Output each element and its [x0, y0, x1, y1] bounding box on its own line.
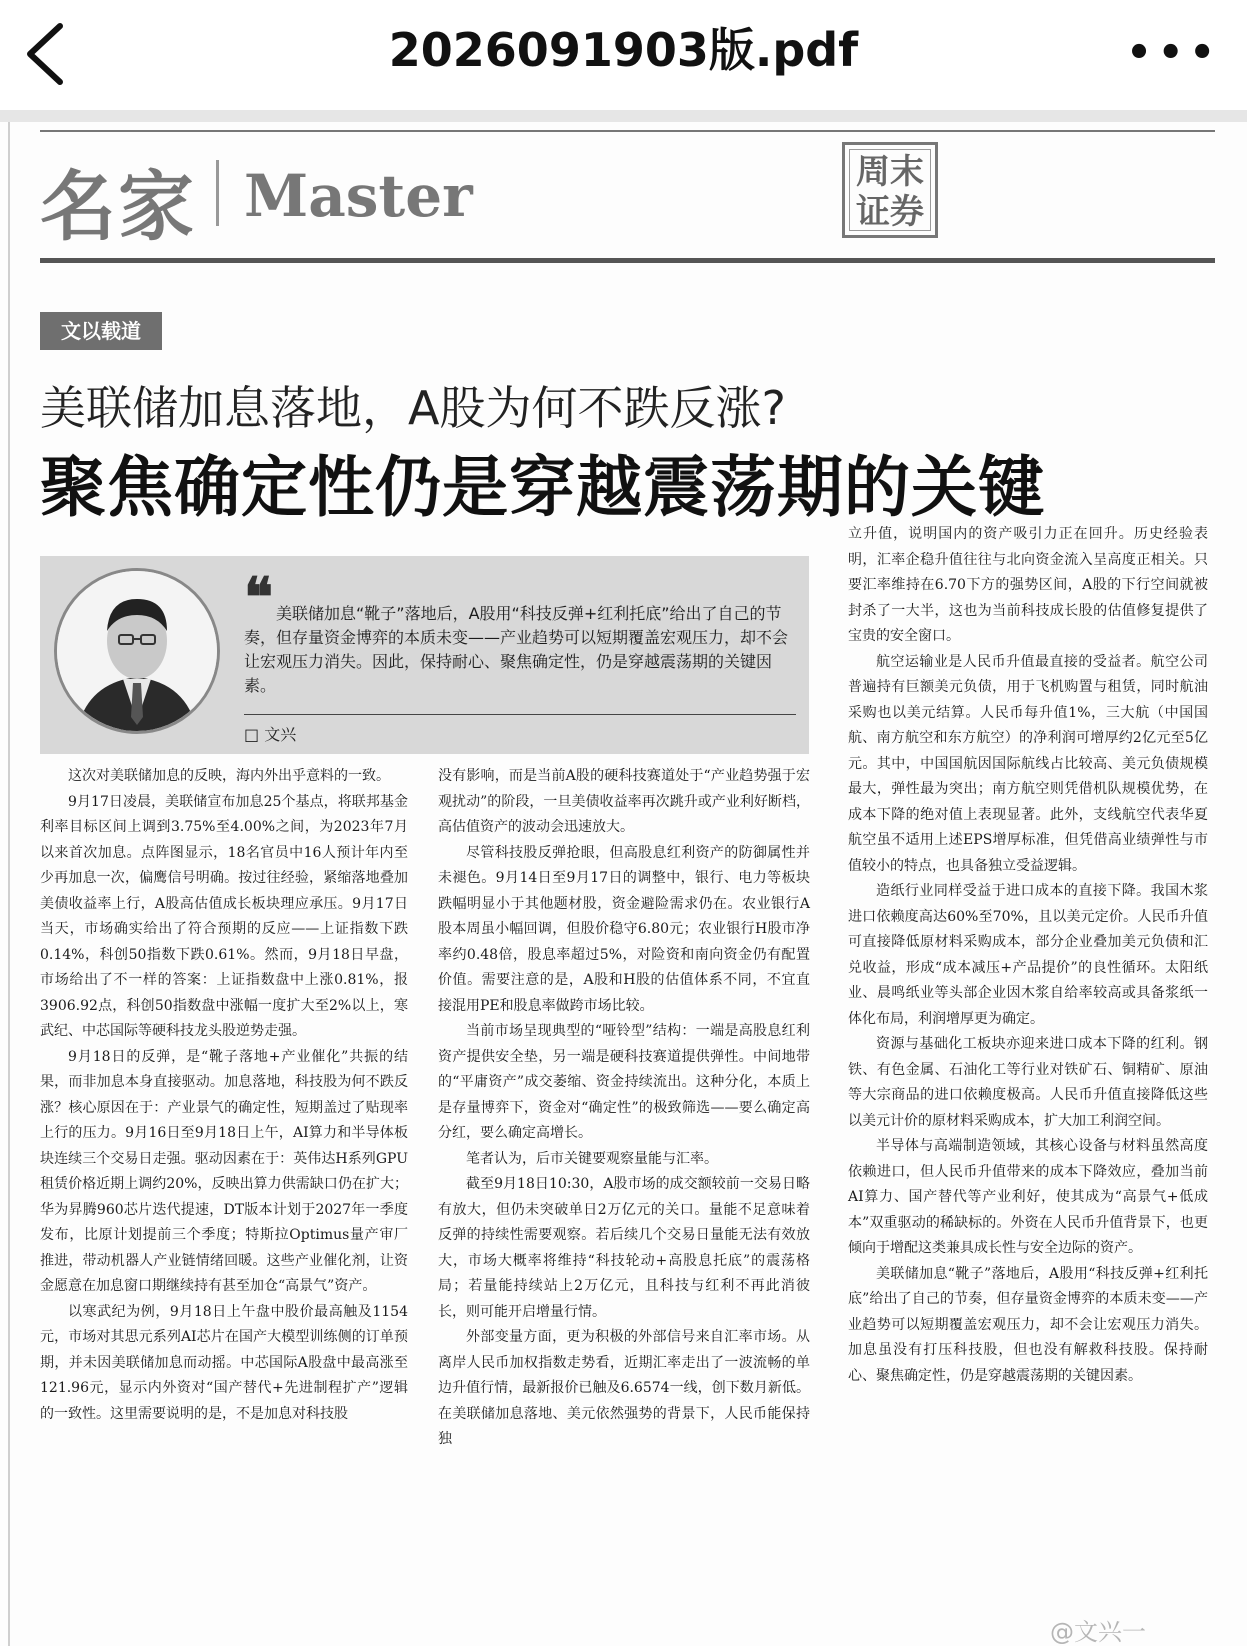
article-column-1: [40, 764, 408, 1427]
paragraph: 截至9月18日10:30，A股市场的成交额较前一交易日略有放大，但仍未突破单日2万亿元的关口。量能不足意味着反弹的持续性需要观察。若后续几个交易日量能无法有效放大，市场大概率将维持“科技轮动+高股息托底”的震荡格局；若量能持续站上2万亿元，且科技与红利不再此消彼长，则可能开启增量行情。: [438, 1176, 810, 1320]
pull-quote-text: 美联储加息“靴子”落地后，A股用“科技反弹+红利托底”给出了自己的节奏，但存量资金博弈的本质未变——产业趋势可以短期覆盖宏观压力，却不会让宏观压力消失。因此，保持耐心、聚焦确定性，仍是穿越震荡期的关键因素。: [244, 604, 789, 695]
section-rule: [40, 258, 1215, 263]
author-avatar: [54, 568, 220, 734]
column-tag: 文以载道: [40, 312, 162, 350]
viewer-gap: [0, 110, 1247, 122]
section-divider: [216, 160, 219, 226]
headline-line-2: 聚焦确定性仍是穿越震荡期的关键: [40, 448, 1045, 526]
pdf-page[interactable]: [0, 122, 1247, 1646]
paragraph: 外部变量方面，更为积极的外部信号来自汇率市场。从离岸人民币加权指数走势看，近期汇率走出了一波流畅的单边升值行情，最新报价已触及6.6574一线，创下数月新低。在美联储加息落地、美元依然强势的背景下，人民币能保持独: [438, 1329, 810, 1447]
newspaper-logo-stamp: [842, 142, 938, 238]
paragraph: 美联储加息“靴子”落地后，A股用“科技反弹+红利托底”给出了自己的节奏，但存量资金博弈的本质未变——产业趋势可以短期覆盖宏观压力，却不会让宏观压力消失。加息虽没有打压科技股，但也没有解救科技股。保持耐心、聚焦确定性，仍是穿越震荡期的关键因素。: [848, 1265, 1208, 1384]
quote-mark-icon: ❝: [244, 565, 274, 629]
pull-quote-box: [40, 556, 809, 754]
top-rule: [40, 130, 1215, 132]
paragraph: 9月17日凌晨，美联储宣布加息25个基点，将联邦基金利率目标区间上调到3.75%至4.00%之间，为2023年7月以来首次加息。点阵图显示，18名官员中16人预计年内至少再加息一次，偏鹰信号明确。按过往经验，紧缩落地叠加美债收益率上行，A股高估值成长板块理应承压。9月17日当天，市场确实给出了符合预期的反应——上证指数下跌0.14%，科创50指数下跌0.61%。然而，9月18日早盘，市场给出了不一样的答案：上证指数盘中上涨0.81%，报3906.92点，科创50指数盘中涨幅一度扩大至2%以上，寒武纪、中芯国际等硬科技龙头股逆势走强。: [40, 793, 408, 1039]
paragraph: 半导体与高端制造领域，其核心设备与材料虽然高度依赖进口，但人民币升值带来的成本下降效应，叠加当前AI算力、国产替代等产业利好，使其成为“高景气+低成本”双重驱动的稀缺标的。外资在人民币升值背景下，也更倾向于增配这类兼具成长性与安全边际的资产。: [848, 1138, 1208, 1256]
paragraph: 这次对美联储加息的反映，海内外出乎意料的一致。: [68, 768, 390, 784]
top-bar: [0, 0, 1247, 110]
author-portrait-icon: [57, 571, 217, 731]
quote-divider: [244, 714, 796, 715]
paragraph: 9月18日的反弹，是“靴子落地+产业催化”共振的结果，而非加息本身直接驱动。加息落地，科技股为何不跌反涨？核心原因在于：产业景气的确定性，短期盖过了贴现率上行的压力。9月16日至9月18日上午，AI算力和半导体板块连续三个交易日走强。驱动因素在于：英伟达H系列GPU租赁价格近期上调约20%，反映出算力供需缺口仍在扩大；华为昇腾960芯片迭代提速，DT版本计划于2027年一季度发布，比原计划提前三个季度；特斯拉Optimus量产审厂推进，带动机器人产业链情绪回暖。这些产业催化剂，让资金愿意在加息窗口期继续持有甚至加仓“高景气”资产。: [40, 1048, 408, 1294]
paragraph: 笔者认为，后市关键要观察量能与汇率。: [466, 1150, 718, 1167]
section-name-en: Master: [244, 162, 473, 230]
paragraph: 造纸行业同样受益于进口成本的直接下降。我国木浆进口依赖度高达60%至70%，且以美元定价。人民币升值可直接降低原材料采购成本，部分企业叠加美元负债和汇兑收益，形成“成本减压+产品提价”的良性循环。太阳纸业、晨鸣纸业等头部企业因木浆自给率较高或具备浆纸一体化布局，利润增厚更为确定。: [848, 883, 1208, 1027]
page-edge: [8, 122, 10, 1646]
article-column-2: [438, 764, 810, 1453]
headline-line-1: 美联储加息落地，A股为何不跌反涨?: [40, 381, 786, 435]
more-options-button[interactable]: •••: [1126, 30, 1221, 76]
stamp-line-1: 周末: [856, 152, 924, 192]
document-title: 2026091903版.pdf: [388, 23, 859, 77]
paragraph: 没有影响，而是当前A股的硬科技赛道处于“产业趋势强于宏观扰动”的阶段，一旦美债收益率再次跳升或产业利好断档，高估值资产的波动会迅速放大。: [438, 768, 810, 835]
paragraph: 资源与基础化工板块亦迎来进口成本下降的红利。钢铁、有色金属、石油化工等行业对铁矿石、铜精矿、原油等大宗商品的进口依赖度极高。人民币升值直接降低这些以美元计价的原材料采购成本，扩大加工利润空间。: [848, 1036, 1208, 1129]
weibo-watermark: @文兴一: [1050, 1618, 1146, 1646]
author-byline: □ 文兴: [244, 725, 297, 744]
article-column-3: [848, 522, 1208, 1389]
paragraph: 航空运输业是人民币升值最直接的受益者。航空公司普遍持有巨额美元负债，用于飞机购置与租赁，同时航油采购也以美元结算。人民币每升值1%，三大航（中国国航、南方航空和东方航空）的净利润可增厚约2亿元至5亿元。其中，中国国航因国际航线占比较高、美元负债规模最大，弹性最为突出；南方航空则凭借机队规模优势，在成本下降的绝对值上表现显著。此外，支线航空代表华夏航空虽不适用上述EPS增厚标准，但凭借高业绩弹性与市值较小的特点，也具备独立受益逻辑。: [848, 653, 1208, 874]
section-name-cn: 名家: [40, 162, 196, 251]
paragraph: 当前市场呈现典型的“哑铃型”结构：一端是高股息红利资产提供安全垫，另一端是硬科技赛道提供弹性。中间地带的“平庸资产”成交萎缩、资金持续流出。这种分化，本质上是存量博弈下，资金对“确定性”的极致筛选——要么确定高分红，要么确定高增长。: [438, 1023, 810, 1141]
paragraph: 以寒武纪为例，9月18日上午盘中股价最高触及1154元，市场对其思元系列AI芯片在国产大模型训练侧的订单预期，并未因美联储加息而动摇。中芯国际A股盘中最高涨至121.96元，显示内外资对“国产替代+先进制程扩产”逻辑的一致性。这里需要说明的是，不是加息对科技股: [40, 1303, 408, 1422]
paragraph: 尽管科技股反弹抢眼，但高股息红利资产的防御属性并未褪色。9月14日至9月17日的调整中，银行、电力等板块跌幅明显小于其他题材股，资金避险需求仍在。农业银行A股本周虽小幅回调，但股价稳守6.80元；农业银行H股市净率约0.48倍，股息率超过5%，对险资和南向资金仍有配置价值。需要注意的是，A股和H股的估值体系不同，不宜直接混用PE和股息率做跨市场比较。: [438, 844, 810, 1014]
stamp-line-2: 证券: [856, 192, 924, 232]
paragraph: 立升值，说明国内的资产吸引力正在回升。历史经验表明，汇率企稳升值往往与北向资金流入呈高度正相关。只要汇率维持在6.70下方的强势区间，A股的下行空间就被封杀了一大半，这也为当前科技成长股的估值修复提供了宝贵的安全窗口。: [848, 526, 1208, 644]
